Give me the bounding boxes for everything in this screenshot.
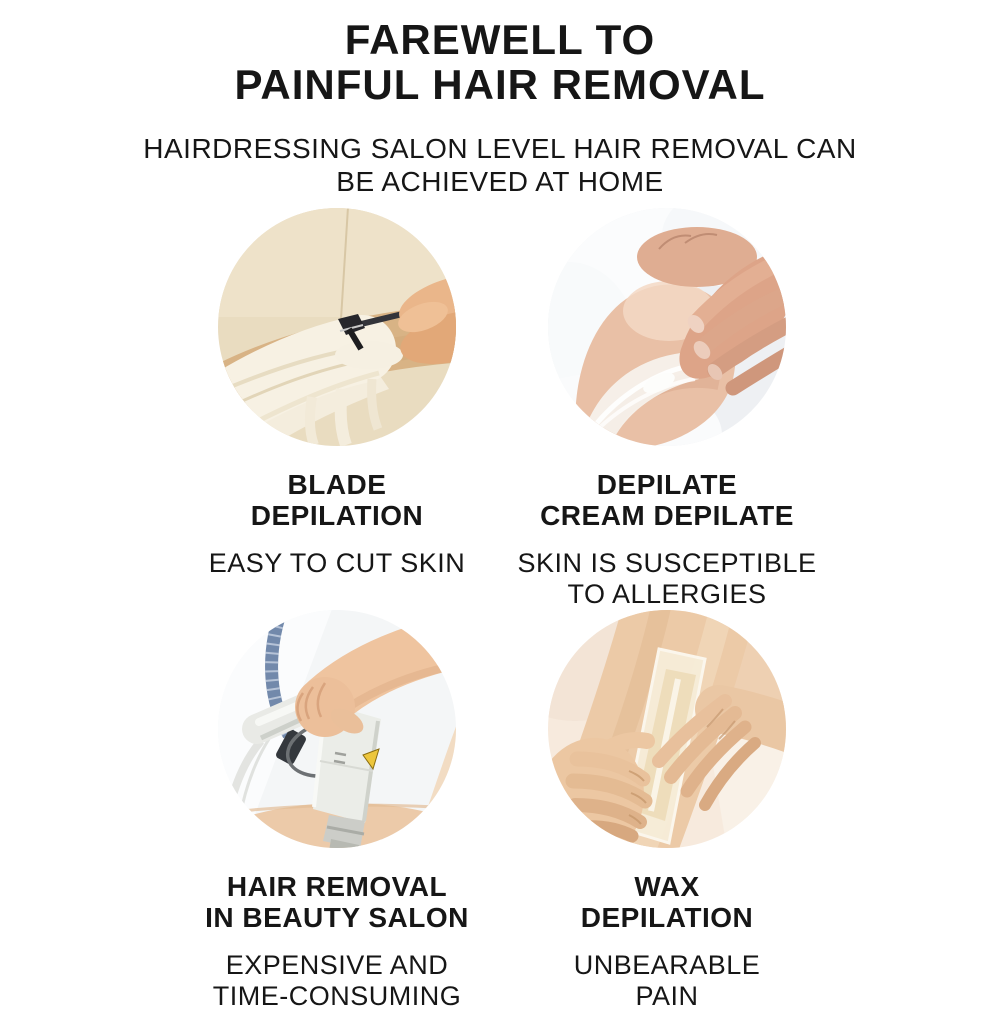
method-drawback-line1: EASY TO CUT SKIN <box>208 547 466 578</box>
method-title <box>205 871 469 934</box>
salon-laser-hair-removal-photo <box>217 609 457 849</box>
method-title-line2: IN BEAUTY SALON <box>205 902 469 934</box>
method-title <box>540 469 794 532</box>
page-title <box>0 18 1000 108</box>
method-drawback-line2: PAIN <box>635 980 699 1011</box>
blade-shaving-illustration <box>217 207 457 447</box>
method-drawback-line2: TO ALLERGIES <box>567 578 767 609</box>
method-title-line1: WAX <box>634 871 700 903</box>
wax-strip-illustration <box>547 609 787 849</box>
method-title-line1: HAIR REMOVAL <box>226 871 448 903</box>
method-drawback-line2: TIME-CONSUMING <box>212 980 462 1011</box>
method-drawback-line1: SKIN IS SUSCEPTIBLE <box>517 547 817 578</box>
method-title-line2: CREAM DEPILATE <box>540 500 794 532</box>
card-blade-depilation <box>172 207 502 609</box>
card-salon-hair-removal <box>172 609 502 1011</box>
cream-on-knee-illustration <box>547 207 787 447</box>
page-title-line1: FAREWELL TO <box>344 16 656 63</box>
card-wax-depilation <box>502 609 832 1011</box>
laser-device-illustration <box>217 609 457 849</box>
method-title-line2: DEPILATION <box>250 500 424 532</box>
poster-header <box>0 0 1000 199</box>
page-subtitle-line2: BE ACHIEVED AT HOME <box>336 166 664 198</box>
card-cream-depilation <box>502 207 832 609</box>
page-subtitle <box>0 132 1000 199</box>
method-drawback <box>213 950 461 1012</box>
depilatory-cream-on-knee-photo <box>547 207 787 447</box>
method-title <box>251 469 423 532</box>
method-drawback <box>517 548 816 610</box>
method-title-line1: BLADE <box>287 469 387 501</box>
page-subtitle-line1: HAIRDRESSING SALON LEVEL HAIR REMOVAL CAN <box>143 132 857 164</box>
method-drawback-line1: EXPENSIVE AND <box>225 949 449 980</box>
blade-shaving-on-leg-photo <box>217 207 457 447</box>
method-title-line2: DEPILATION <box>580 902 754 934</box>
method-drawback <box>209 548 466 579</box>
methods-grid <box>172 207 1000 1011</box>
wax-strip-on-leg-photo <box>547 609 787 849</box>
method-title <box>581 871 753 934</box>
method-title-line1: DEPILATE <box>596 469 738 501</box>
page-title-line2: PAINFUL HAIR REMOVAL <box>234 60 766 108</box>
method-drawback-line1: UNBEARABLE <box>573 949 761 980</box>
method-drawback <box>574 950 761 1012</box>
